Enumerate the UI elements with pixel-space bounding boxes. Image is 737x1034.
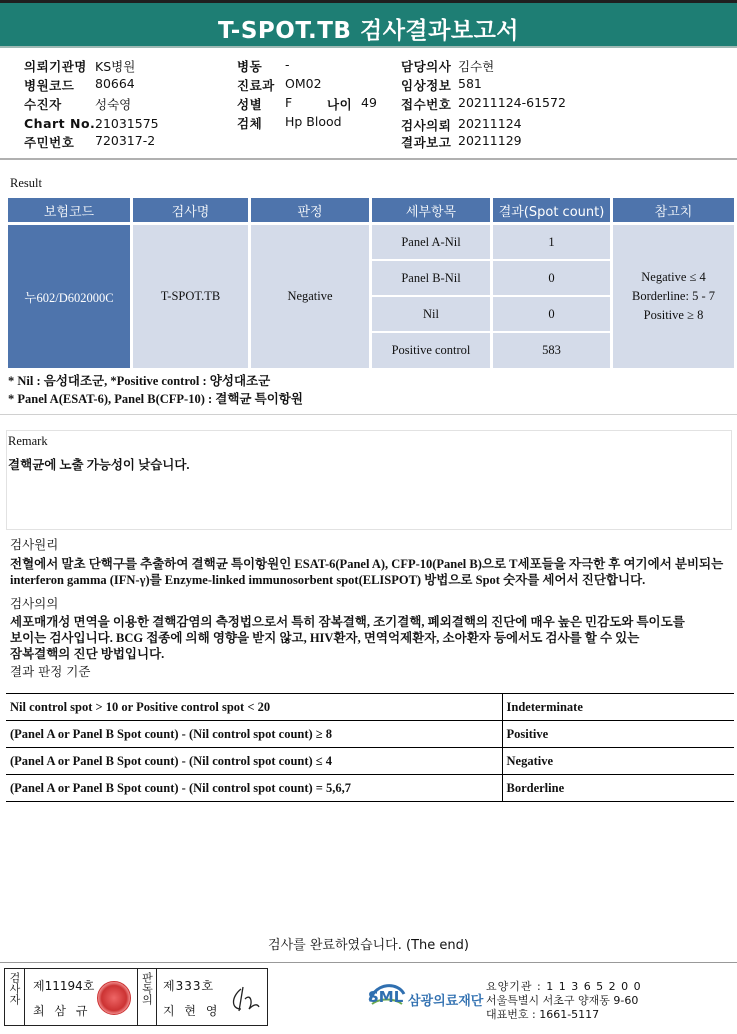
info-value: 49	[361, 95, 377, 110]
detail-item-cell: Nil	[372, 297, 490, 331]
report-title: T-SPOT.TB 검사결과보고서	[217, 18, 519, 44]
reference-borderline: Borderline: 5 - 7	[632, 289, 715, 303]
info-label: 나이	[327, 97, 353, 112]
info-label: 담당의사	[401, 59, 452, 74]
tester-name: 최 삼 규	[33, 1004, 91, 1018]
reviewer-label-text: 판독의	[140, 972, 154, 1005]
spot-count-cell: 0	[493, 297, 610, 331]
tester-label	[5, 969, 25, 1025]
logo-abbr: SML	[368, 988, 404, 1006]
significance-label: 검사의의	[10, 596, 59, 611]
info-value: KS병원	[95, 59, 136, 74]
header-reference: 참고치	[613, 198, 734, 222]
address: 서울특별시 서초구 양재동 9-60	[486, 994, 639, 1007]
tester-label-text: 검사자	[8, 972, 21, 1005]
remark-box	[6, 430, 732, 530]
criteria-label: 결과 판정 기준	[10, 664, 91, 679]
reviewer-license-no: 제333호	[163, 979, 215, 993]
criteria-condition: (Panel A or Panel B Spot count) - (Nil control spot count) = 5,6,7	[6, 775, 502, 802]
result-table	[8, 198, 734, 368]
info-label: 임상정보	[401, 78, 452, 93]
info-label: 접수번호	[401, 97, 452, 112]
header-spot-count: 결과(Spot count)	[493, 198, 610, 222]
info-label: Chart No.	[24, 116, 96, 131]
info-label: 성별	[237, 97, 263, 112]
header-insurance-code: 보험코드	[8, 198, 130, 222]
header-judgment: 판정	[251, 198, 369, 222]
principle-label: 검사원리	[10, 537, 59, 552]
signature-box	[4, 968, 268, 1026]
info-label: 검체	[237, 116, 263, 131]
criteria-table	[6, 693, 734, 802]
logo-name: 삼광의료재단	[408, 994, 484, 1009]
criteria-condition: Nil control spot > 10 or Positive control spot < 20	[6, 694, 502, 721]
criteria-row	[6, 775, 734, 802]
info-value: 581	[458, 76, 482, 91]
info-label: 수진자	[24, 97, 62, 112]
info-value: OM02	[285, 76, 322, 91]
criteria-row	[6, 694, 734, 721]
footer	[4, 968, 733, 1026]
phone: 대표번호 : 1661-5117	[486, 1008, 600, 1021]
criteria-result: Negative	[502, 748, 734, 775]
criteria-result: Borderline	[502, 775, 734, 802]
principle-line: 전혈에서 말초 단핵구를 추출하여 결핵균 특이항원인 ESAT-6(Panel A), CFP-10(Panel B)으로 T세포들을 자극한 후 여기에서 분비되는	[10, 557, 724, 571]
judgment-cell: Negative	[251, 225, 369, 368]
info-value: 80664	[95, 76, 135, 91]
significance-line: 잠복결핵의 진단 방법입니다.	[10, 647, 165, 661]
note-panel: * Panel A(ESAT-6), Panel B(CFP-10) : 결핵균 특이항원	[8, 392, 303, 406]
end-text: 검사를 완료하였습니다. (The end)	[268, 938, 469, 953]
info-label: 검사의뢰	[401, 118, 452, 133]
info-value: 김수현	[458, 59, 495, 74]
info-value: 720317-2	[95, 133, 156, 148]
info-label: 병원코드	[24, 78, 75, 93]
info-value: 20211124-61572	[458, 95, 566, 110]
spot-count-cell: 0	[493, 261, 610, 295]
tester-license-no: 제11194호	[33, 979, 95, 993]
criteria-condition: (Panel A or Panel B Spot count) - (Nil control spot count) ≥ 8	[6, 721, 502, 748]
criteria-condition: (Panel A or Panel B Spot count) - (Nil control spot count) ≤ 4	[6, 748, 502, 775]
info-value: 성숙영	[95, 97, 132, 112]
info-label: 의뢰기관명	[24, 59, 87, 74]
detail-item-cell: Panel A-Nil	[372, 225, 490, 259]
divider	[0, 962, 737, 963]
remark-label: Remark	[8, 434, 48, 448]
remark-text: 결핵균에 노출 가능성이 낮습니다.	[8, 458, 190, 472]
divider	[0, 158, 737, 160]
principle-line: interferon gamma (IFN-γ)를 Enzyme-linked immunosorbent spot(ELISPOT) 방법으로 Spot 숫자를 세어서 진단합니다.	[10, 573, 646, 587]
detail-item-cell: Positive control	[372, 333, 490, 368]
header-detail-item: 세부항목	[372, 198, 490, 222]
info-value: F	[285, 95, 293, 110]
insurance-code-cell: 누602/D602000C	[8, 225, 130, 368]
detail-item-cell: Panel B-Nil	[372, 261, 490, 295]
info-label: 주민번호	[24, 135, 75, 150]
info-label: 진료과	[237, 78, 275, 93]
divider	[0, 414, 737, 415]
note-nil: * Nil : 음성대조군, *Positive control : 양성대조군	[8, 374, 271, 388]
reference-negative: Negative ≤ 4	[641, 270, 706, 284]
significance-line: 보이는 검사입니다. BCG 접종에 의해 영향을 받지 않고, HIV환자, 면역억제환자, 소아환자 등에서도 검사를 할 수 있는	[10, 631, 640, 645]
spot-count-cell: 1	[493, 225, 610, 259]
criteria-row	[6, 721, 734, 748]
info-value: 20211124	[458, 116, 522, 131]
info-label: 결과보고	[401, 135, 452, 150]
criteria-result: Positive	[502, 721, 734, 748]
result-label: Result	[10, 176, 42, 190]
info-value: 21031575	[95, 116, 159, 131]
reviewer-name: 지 현 영	[163, 1004, 221, 1018]
reviewer-signature	[227, 983, 261, 1015]
info-value: -	[285, 57, 290, 72]
institution-code: 요양기관 : 1 1 3 6 5 2 0 0	[486, 980, 642, 993]
tester-seal	[97, 981, 131, 1015]
info-label: 병동	[237, 59, 263, 74]
test-name-cell: T-SPOT.TB	[133, 225, 248, 368]
info-value: Hp Blood	[285, 114, 342, 129]
header-test-name: 검사명	[133, 198, 248, 222]
significance-line: 세포매개성 면역을 이용한 결핵감염의 측정법으로서 특히 잠복결핵, 조기결핵, 폐외결핵의 진단에 매우 높은 민감도와 특이도를	[10, 615, 685, 629]
reference-positive: Positive ≥ 8	[643, 308, 704, 322]
report-title-bar	[0, 0, 737, 48]
info-value: 20211129	[458, 133, 522, 148]
spot-count-cell: 583	[493, 333, 610, 368]
reviewer-label	[137, 969, 157, 1025]
criteria-row	[6, 748, 734, 775]
reference-cell	[613, 225, 734, 368]
criteria-result: Indeterminate	[502, 694, 734, 721]
